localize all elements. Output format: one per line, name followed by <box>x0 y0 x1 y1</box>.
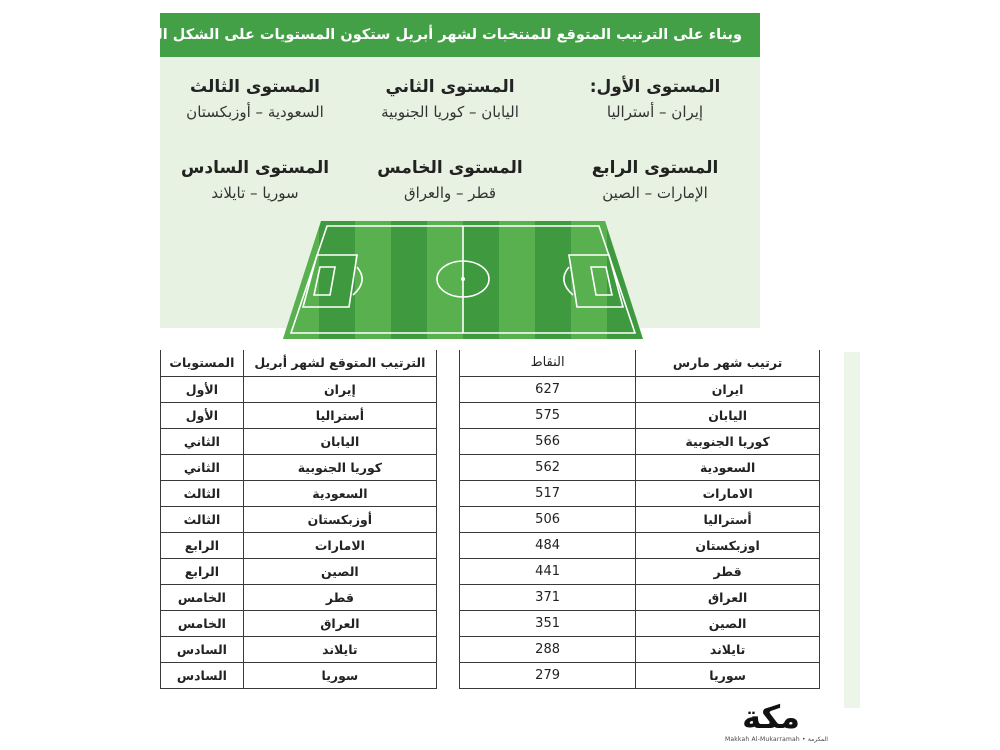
cell-march-team: الامارات <box>636 480 820 506</box>
table-gap <box>436 532 459 558</box>
cell-level: الثاني <box>161 454 244 480</box>
logo-mark: مكة <box>742 698 800 736</box>
cell-march-team: قطر <box>636 558 820 584</box>
table-gap <box>436 662 459 688</box>
cell-points: 506 <box>459 506 635 532</box>
table-row <box>161 610 820 636</box>
level-third <box>160 75 350 125</box>
cell-level: الرابع <box>161 532 244 558</box>
table-gap <box>436 636 459 662</box>
cell-level: الأول <box>161 376 244 402</box>
cell-april-team: السعودية <box>243 480 436 506</box>
cell-points: 627 <box>459 376 635 402</box>
table-gap <box>436 610 459 636</box>
panel-header: وبناء على الترتيب المتوقع للمنتخبات لشهر أبريل ستكون المستويات على الشكل التالي: <box>160 13 760 57</box>
header-march-ranking: ترتيب شهر مارس <box>636 350 820 376</box>
cell-points: 288 <box>459 636 635 662</box>
level-name: المستوى الثاني <box>385 77 515 97</box>
cell-points: 575 <box>459 402 635 428</box>
cell-april-team: كوريا الجنوبية <box>243 454 436 480</box>
level-name: المستوى الأول: <box>589 77 721 97</box>
cell-april-team: إيران <box>243 376 436 402</box>
header-points: النقاط <box>459 350 635 376</box>
cell-april-team: قطر <box>243 584 436 610</box>
level-teams: سوريا – تايلاند <box>211 184 299 202</box>
cell-level: الخامس <box>161 584 244 610</box>
table-row <box>161 584 820 610</box>
level-teams: الإمارات – الصين <box>602 184 708 202</box>
table-gap <box>436 402 459 428</box>
cell-points: 371 <box>459 584 635 610</box>
level-first <box>560 75 750 125</box>
cell-march-team: العراق <box>636 584 820 610</box>
cell-points: 441 <box>459 558 635 584</box>
level-fifth <box>355 156 545 206</box>
table-gap <box>436 558 459 584</box>
cell-march-team: أستراليا <box>636 506 820 532</box>
rankings-table <box>160 350 820 689</box>
table-gap <box>436 428 459 454</box>
cell-april-team: سوريا <box>243 662 436 688</box>
cell-april-team: الصين <box>243 558 436 584</box>
cell-march-team: اوزبكستان <box>636 532 820 558</box>
cell-level: الثالث <box>161 480 244 506</box>
cell-april-team: أوزبكستان <box>243 506 436 532</box>
cell-level: الخامس <box>161 610 244 636</box>
table-gap <box>436 376 459 402</box>
cell-level: الرابع <box>161 558 244 584</box>
levels-panel <box>120 13 760 328</box>
level-name: المستوى الرابع <box>591 158 719 178</box>
cell-march-team: ايران <box>636 376 820 402</box>
level-name: المستوى الخامس <box>377 158 523 178</box>
level-teams: السعودية – أوزبكستان <box>186 103 324 121</box>
table-gap <box>436 480 459 506</box>
cell-points: 351 <box>459 610 635 636</box>
table-header-row <box>161 350 820 376</box>
table-gap <box>436 584 459 610</box>
header-levels: المستويات <box>161 350 244 376</box>
cell-points: 484 <box>459 532 635 558</box>
table-row <box>161 532 820 558</box>
cell-march-team: السعودية <box>636 454 820 480</box>
level-sixth <box>160 156 350 206</box>
cell-april-team: اليابان <box>243 428 436 454</box>
table-row <box>161 428 820 454</box>
table-row <box>161 402 820 428</box>
cell-march-team: تايلاند <box>636 636 820 662</box>
table-row <box>161 662 820 688</box>
level-teams: اليابان – كوريا الجنوبية <box>381 103 519 121</box>
level-teams: قطر – والعراق <box>403 184 497 202</box>
table-gap <box>436 506 459 532</box>
table-row <box>161 376 820 402</box>
level-fourth <box>560 156 750 206</box>
cell-level: السادس <box>161 636 244 662</box>
table-row <box>161 558 820 584</box>
cell-level: الأول <box>161 402 244 428</box>
football-pitch-icon <box>283 221 643 339</box>
table-gap <box>436 350 459 376</box>
cell-points: 517 <box>459 480 635 506</box>
cell-april-team: أستراليا <box>243 402 436 428</box>
cell-level: السادس <box>161 662 244 688</box>
decorative-strip <box>844 352 860 708</box>
cell-march-team: الصين <box>636 610 820 636</box>
table-row <box>161 480 820 506</box>
cell-march-team: اليابان <box>636 402 820 428</box>
table-row <box>161 506 820 532</box>
cell-points: 566 <box>459 428 635 454</box>
makkah-logo <box>725 698 828 746</box>
table-gap <box>436 454 459 480</box>
level-name: المستوى الثالث <box>190 77 320 97</box>
cell-april-team: العراق <box>243 610 436 636</box>
cell-march-team: كوريا الجنوبية <box>636 428 820 454</box>
cell-points: 562 <box>459 454 635 480</box>
level-name: المستوى السادس <box>180 158 330 178</box>
table-row <box>161 454 820 480</box>
header-april-ranking: الترتيب المتوقع لشهر أبريل <box>243 350 436 376</box>
cell-level: الثالث <box>161 506 244 532</box>
logo-subtitle: Makkah Al-Mukarramah • المكرمة <box>725 736 828 743</box>
level-second <box>355 75 545 125</box>
cell-level: الثاني <box>161 428 244 454</box>
cell-march-team: سوريا <box>636 662 820 688</box>
level-teams: إيران – أستراليا <box>606 103 704 121</box>
table-row <box>161 636 820 662</box>
cell-april-team: الامارات <box>243 532 436 558</box>
cell-points: 279 <box>459 662 635 688</box>
cell-april-team: تايلاند <box>243 636 436 662</box>
